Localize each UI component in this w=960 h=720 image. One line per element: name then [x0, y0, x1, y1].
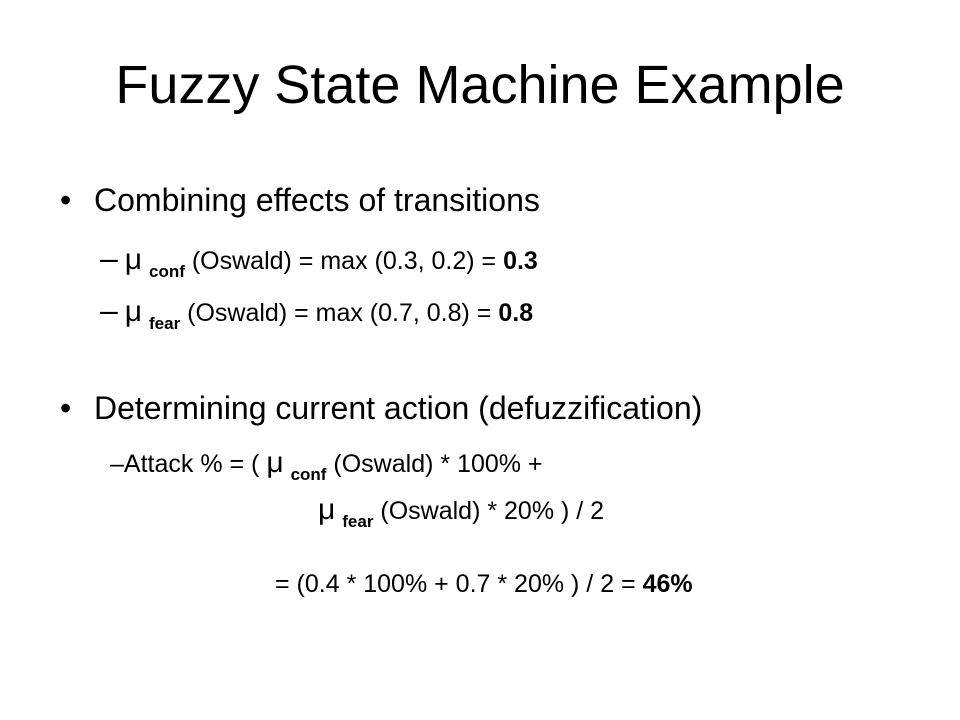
formula-result: 46%: [642, 570, 693, 598]
mu-symbol: μ: [124, 243, 143, 276]
subscript-fear: fear: [149, 314, 181, 333]
subitem-2-text: (Oswald) = max (0.7, 0.8) =: [180, 299, 499, 327]
bullet-2: [60, 390, 71, 427]
mu-symbol: μ: [124, 295, 143, 328]
subscript-fear: fear: [342, 512, 374, 531]
dash-icon: –: [100, 240, 118, 276]
mu-symbol: μ: [266, 446, 284, 479]
formula-line-3: [275, 570, 693, 599]
formula-line-1: [110, 446, 543, 484]
bullet-1-text: Combining effects of transitions: [94, 182, 540, 218]
bullet-icon: •: [60, 182, 72, 218]
subitem-1-text: (Oswald) = max (0.3, 0.2) =: [184, 247, 504, 275]
bullet-icon: •: [60, 390, 72, 426]
subscript-conf: conf: [149, 262, 185, 281]
formula-line-3-text: = (0.4 * 100% + 0.7 * 20% ) / 2 =: [275, 570, 643, 598]
bullet-2-text: Determining current action (defuzzification): [94, 390, 703, 426]
subitem-2-result: 0.8: [498, 299, 534, 327]
subitem-1: [100, 240, 538, 281]
formula-line-2: [318, 493, 605, 531]
subitem-2: [100, 292, 534, 333]
dash-icon: –: [100, 292, 118, 328]
subitem-1-result: 0.3: [503, 247, 538, 275]
slide-title: Fuzzy State Machine Example: [115, 55, 845, 115]
formula-prefix: Attack % = (: [123, 450, 267, 478]
mu-symbol: μ: [318, 493, 336, 526]
subscript-conf: conf: [290, 465, 327, 484]
formula-line-2-suffix: (Oswald) * 20% ) / 2: [373, 497, 605, 525]
formula-line-1-suffix: (Oswald) * 100% +: [326, 450, 543, 478]
dash-icon: –: [110, 450, 124, 478]
bullet-1: [60, 182, 71, 219]
